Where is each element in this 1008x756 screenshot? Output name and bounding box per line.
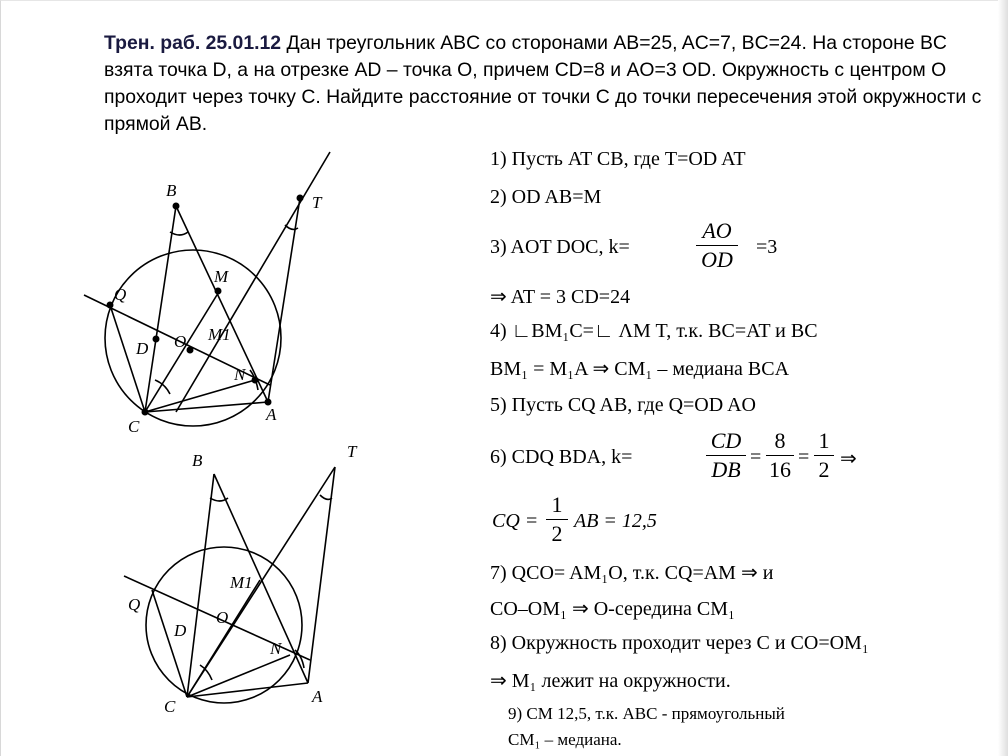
- step-3-frac-num: AO: [702, 218, 732, 243]
- step-6-text: 6) CDQ BDA, k=: [490, 446, 633, 468]
- label-top-O: O: [174, 332, 187, 351]
- step-6-f2-den: 16: [769, 457, 791, 482]
- label-bottom-Q: Q: [128, 595, 141, 614]
- label-bottom-D: D: [174, 621, 187, 640]
- problem-lead: Трен. раб. 25.01.12: [104, 32, 282, 54]
- step-6-result-fraction: [546, 492, 568, 547]
- label-bottom-M1: M1: [230, 573, 253, 592]
- label-bottom-T: T: [347, 442, 357, 461]
- step-4: 4) ∟BM₁C=∟ ΛM T, т.к. BC=AT и BC: [490, 320, 818, 342]
- slide-edge-shadow: [998, 0, 1008, 756]
- label-top-C: C: [128, 417, 140, 436]
- label-top-N: N: [234, 365, 246, 384]
- step-6-result-left: CQ =: [492, 510, 539, 532]
- step-6-fraction-3: [814, 428, 834, 483]
- label-top-M: M: [214, 267, 229, 286]
- label-top-T: T: [312, 193, 322, 212]
- step-3-fraction: [696, 218, 738, 273]
- circle-top: [105, 250, 281, 426]
- step-3-text: 3) AOT DOC, k=: [490, 236, 630, 258]
- label-top-B: B: [166, 181, 177, 200]
- step-7-result: CO–OM₁ ⇒ O-середина CM₁: [490, 598, 736, 620]
- step-8-result: ⇒ M₁ лежит на окружности.: [490, 670, 731, 692]
- step-1: 1) Пусть AT CB, где T=OD AT: [490, 148, 746, 170]
- label-bottom-O: O: [216, 608, 229, 627]
- step-6-f1-num: CD: [710, 428, 742, 453]
- label-top-M1: M1: [208, 325, 231, 344]
- step-3-tail: =3: [756, 236, 778, 258]
- step-3-frac-den: OD: [701, 247, 733, 272]
- step-6-fraction-2: [766, 428, 794, 483]
- step-6-result-right: AB = 12,5: [574, 510, 657, 532]
- figure-bottom: [110, 440, 380, 720]
- step-4-result: BM₁ = M₁A ⇒ CM₁ – медиана BCA: [490, 358, 790, 380]
- step-8: 8) Окружность проходит через C и CO=OM₁: [490, 632, 869, 654]
- step-9-result: CM₁ – медиана.: [508, 730, 622, 749]
- step-6-res-den: 2: [551, 521, 563, 546]
- label-top-D: D: [136, 339, 149, 358]
- label-top-Q: Q: [114, 285, 127, 304]
- step-3-result: ⇒ AT = 3 CD=24: [490, 286, 631, 308]
- step-5: 5) Пусть CQ AB, где Q=OD AO: [490, 394, 756, 416]
- label-bottom-B: B: [192, 451, 203, 470]
- step-6-tail: ⇒: [840, 448, 857, 470]
- label-bottom-N: N: [270, 639, 282, 658]
- problem-text: Дан треугольник ABC со сторонами AB=25, AC=7, BC=24. На стороне BC взята точка D, а на отрезке AD – точка O, причем CD=8 и AO=3 OD. Окружность с центром O проходит через точку C. Найдите расстояние от точки C до точки пересечения этой окружности с прямой AB.: [104, 32, 982, 135]
- figure-top: [70, 140, 400, 445]
- problem-statement: [104, 30, 984, 138]
- step-6-fraction-1: [706, 428, 746, 483]
- label-bottom-C: C: [164, 697, 176, 716]
- label-bottom-A: A: [312, 687, 323, 706]
- step-9: 9) CM 12,5, т.к. ABC - прямоугольный: [508, 704, 785, 723]
- step-6-f2-num: 8: [774, 428, 786, 453]
- step-7: 7) QCO= AM₁O, т.к. CQ=AM ⇒ и: [490, 562, 774, 584]
- label-top-A: A: [266, 405, 277, 424]
- step-6-res-num: 1: [551, 492, 563, 517]
- step-2: 2) OD AB=M: [490, 186, 602, 208]
- step-6-f3-num: 1: [818, 428, 830, 453]
- step-6-f1-den: DB: [711, 457, 741, 482]
- step-6-f3-den: 2: [818, 457, 830, 482]
